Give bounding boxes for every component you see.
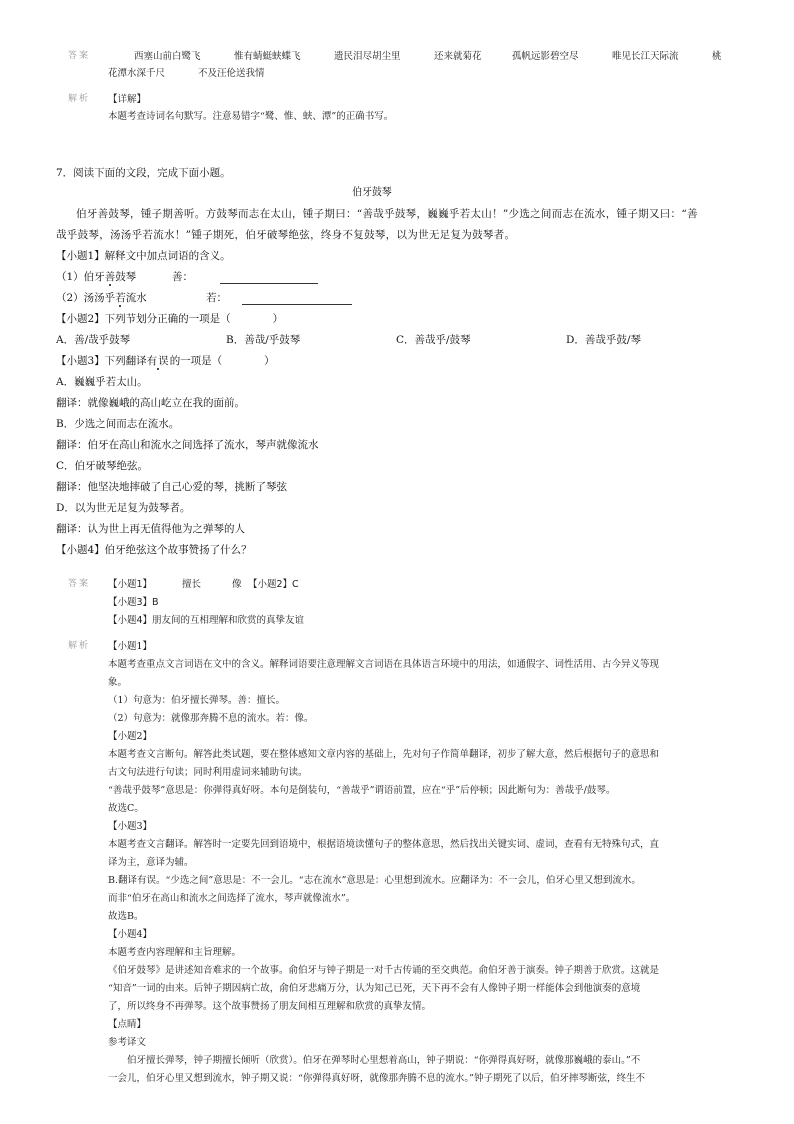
analysis-line: 本题考查内容理解和主旨理解。: [108, 947, 242, 958]
analysis-line: 【小题4】: [108, 929, 153, 940]
subquestion-4: 【小题4】伯牙绝弦这个故事赞扬了什么？: [56, 544, 252, 556]
analysis-line: 古文句法进行句读；同时利用虚词来辅助句读。: [108, 767, 308, 778]
sub1-item-a: [56, 272, 136, 283]
analysis-line: 本题考查重点文言词语在文中的含义。解释词语要注意理解文言词语在具体语言环境中的用法，如通假字、词性活用、古今异义等现: [108, 659, 660, 670]
subquestion-3: [56, 356, 275, 367]
poem-answer: 唯见长江天际流: [612, 51, 679, 62]
option-translation: 翻译：伯牙在高山和流水之间选择了流水，琴声就像流水: [56, 439, 319, 451]
analysis-line: 【点睛】: [108, 1019, 147, 1030]
analysis-line: “善哉乎鼓琴”意思是：你弹得真好呀。本句是倒装句，“善哉乎”谓语前置，应在“乎”后停顿；因此断句为：善哉乎/鼓琴。: [108, 785, 616, 796]
analysis-line: （2）句意为：就像那奔腾不息的流水。若：像。: [108, 713, 314, 724]
answer-label: 答案: [68, 579, 91, 589]
passage-line: 伯牙善鼓琴，锺子期善听。方鼓琴而志在太山，锺子期曰：“善哉乎鼓琴，巍巍乎若太山！”少选之间而志在流水，锺子期又曰：“善: [76, 208, 698, 220]
option-b[interactable]: B．善哉/乎鼓琴: [226, 334, 301, 346]
analysis-line: 了，所以终身不再弹琴。这个故事赞扬了朋友间相互理解和欣赏的真挚友情。: [108, 1001, 432, 1012]
option-a[interactable]: A．善/哉乎鼓琴: [56, 334, 131, 346]
analysis-line: （1）句意为：伯牙擅长弹琴。善：擅长。: [108, 695, 286, 706]
analysis-line: 故选C。: [108, 803, 144, 814]
dotted-word: 有误: [146, 355, 170, 367]
option-translation: 翻译：他坚决地摔破了自己心爱的琴，挑断了琴弦: [56, 481, 287, 493]
item-text: 鼓琴: [115, 271, 137, 283]
analysis-line: 象。: [108, 677, 128, 688]
passage-line: 哉乎鼓琴，汤汤乎若流水！”锺子期死，伯牙破琴绝弦，终身不复鼓琴，以为世无足复为鼓琴者。: [56, 229, 516, 241]
analysis-line: “知音”一词的由来。后钟子期因病亡故，俞伯牙悲痛万分，认为知己已死，天下再不会有人像钟子期一样能体会到他演奏的意境: [108, 983, 641, 994]
option-c[interactable]: C．伯牙破琴绝弦。: [56, 460, 149, 472]
option-a[interactable]: A．巍巍乎若太山。: [56, 376, 148, 388]
analysis-line: 【小题3】: [108, 821, 153, 832]
answer-label: 答案: [68, 51, 91, 61]
option-b[interactable]: B．少选之间而志在流水。: [56, 418, 180, 430]
analysis-line: 【小题2】: [108, 731, 153, 742]
analysis-line: B.翻译有误。“少选之间”意思是：不一会儿。“志在流水”意思是：心里想到流水。应翻译为：不一会儿，伯牙心里又想到流水。: [108, 875, 641, 886]
analysis-line: 【小题1】: [108, 641, 153, 652]
passage-title: 伯牙鼓琴: [352, 186, 392, 198]
item-text: （2）汤汤乎: [56, 292, 116, 304]
poem-answer: 遗民泪尽胡尘里: [334, 51, 401, 62]
answer-blank[interactable]: [220, 271, 318, 284]
analysis-line: 故选B。: [108, 911, 144, 922]
item-text: 流水: [125, 292, 147, 304]
word-label: 善：: [172, 271, 193, 283]
answer-tag: 【小题3】B: [108, 597, 159, 608]
analysis-line: 伯牙擅长弹琴，钟子期擅长倾听（欣赏）。伯牙在弹琴时心里想着高山，钟子期说：“你弹得真好呀，就像那巍峨的泰山。”不: [108, 1055, 641, 1066]
poem-answer: 西塞山前白鹭飞: [134, 51, 201, 62]
subquestion-2: 【小题2】下列节划分正确的一项是（ ）: [56, 313, 284, 325]
option-d[interactable]: D．以为世无足复为鼓琴者。: [56, 502, 191, 514]
detail-text: 本题考查诗词名句默写。注意易错字“鹭、惟、蛱、潭”的正确书写。: [108, 111, 394, 122]
sub1-item-b: [56, 293, 147, 304]
answer-text: 像: [232, 579, 242, 590]
analysis-line: 本题考查文言翻译。解答时一定要先回到语境中，根据语境读懂句子的整体意思，然后找出关键实词、虚词，查看有无特殊句式，直: [108, 839, 660, 850]
poem-answer: 桃: [712, 51, 722, 62]
answer-tag: 【小题4】朋友间的互相理解和欣赏的真挚友谊: [108, 615, 305, 626]
item-text: 【小题3】下列翻译: [56, 355, 147, 367]
answer-blank[interactable]: [242, 292, 352, 305]
poem-answer: 还来就菊花: [434, 51, 482, 62]
analysis-line: 译为主，意译为辅。: [108, 857, 194, 868]
dotted-word: 善: [104, 271, 116, 283]
option-translation: 翻译：就像巍峨的高山屹立在我的面前。: [56, 397, 245, 409]
question-stem: 7．阅读下面的文段，完成下面小题。: [56, 167, 231, 179]
item-text: （1）伯牙: [56, 271, 105, 283]
word-label: 若：: [206, 292, 227, 304]
poem-answer: 不及汪伦送我情: [198, 68, 265, 79]
answer-tag: 【小题2】C: [248, 579, 299, 590]
answer-tag: 【小题1】: [108, 579, 153, 590]
poem-answer: 孤帆远影碧空尽: [512, 51, 579, 62]
analysis-line: 而非“伯牙在高山和流水之间选择了流水，琴声就像流水”。: [108, 893, 356, 904]
item-text: 的一项是（ ）: [169, 355, 275, 367]
option-d[interactable]: D．善哉乎鼓/琴: [566, 334, 641, 346]
poem-answer: 花潭水深千尺: [108, 68, 166, 79]
analysis-line: 本题考查文言断句。解答此类试题，要在整体感知文章内容的基础上，先对句子作简单翻译，初步了解大意，然后根据句子的意思和: [108, 749, 660, 760]
dotted-word: 若: [115, 292, 126, 304]
analysis-label: 解析: [68, 94, 91, 104]
subquestion-1: 【小题1】解释文中加点词语的含义。: [56, 250, 231, 262]
analysis-label: 解析: [68, 641, 91, 651]
option-c[interactable]: C．善哉乎/鼓琴: [396, 334, 471, 346]
answer-text: 擅长: [182, 579, 202, 590]
detail-tag: 【详解】: [108, 94, 147, 105]
option-translation: 翻译：认为世上再无值得他为之弹琴的人: [56, 523, 245, 535]
analysis-line: 《伯牙鼓琴》是讲述知音难求的一个故事。俞伯牙与钟子期是一对千古传诵的至交典范。俞伯牙善于演奏。钟子期善于欣赏。这就是: [108, 965, 660, 976]
poem-answer: 惟有蜻蜓蛱蝶飞: [234, 51, 301, 62]
analysis-line: 参考译文: [108, 1037, 147, 1048]
analysis-line: 一会儿，伯牙心里又想到流水，钟子期又说：“你弹得真好呀，就像那奔腾不息的流水。”钟子期死了以后，伯牙摔琴断弦，终生不: [108, 1073, 645, 1084]
